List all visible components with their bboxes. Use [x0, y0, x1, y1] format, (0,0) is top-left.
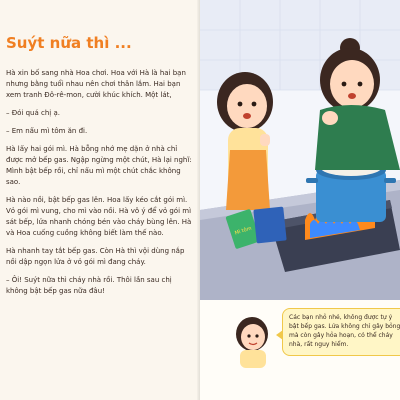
story-paragraph-5: Hà nào nồi, bật bếp gas lên. Hoa lấy kéo cắt gói mì. Vỏ gói mì vung, cho mì vào nồi. Hà vô ý để vỏ gói mì sát bếp, lửa nhanh chóng bén vào cháy bùng lên. Hà và Hoa cuống cuồng không biết làm thế nào.	[6, 196, 192, 237]
story-paragraph-3: – Em nấu mì tôm ăn đi.	[6, 127, 88, 135]
callout-text: Các bạn nhỏ nhé, không được tự ý bật bếp gas. Lửa không chỉ gây bỏng mà còn gây hỏa hoạn, có thể cháy nhà, rất nguy hiểm.	[289, 314, 400, 348]
story-paragraph-7: – Ôi! Suýt nữa thì cháy nhà rồi. Thôi lần sau chị không bật bếp gas nữa đâu!	[6, 276, 172, 295]
right-page	[200, 0, 400, 400]
safety-callout	[230, 308, 400, 368]
story-paragraph-6: Hà nhanh tay tắt bếp gas. Còn Hà thì vội dùng nắp nồi dập ngọn lửa ở vỏ gói mì đang cháy.	[6, 247, 185, 266]
story-paragraph-1: Hà xin bố sang nhà Hoa chơi. Hoa với Hà là hai bạn nhưng bằng tuổi nhau nên chơi thân lắm. Hai bạn xem tranh Đô-rê-mon, cười khúc khích. Một lát,	[6, 69, 186, 99]
callout-bubble	[282, 308, 400, 356]
narrator-girl-icon	[230, 314, 274, 368]
story-paragraph-4: Hà lấy hai gói mì. Hà bỗng nhớ mẹ dặn ở nhà chỉ được mở bếp gas. Ngập ngừng một chút, Hà lại nghĩ: Mình bật bếp rồi, chỉ nấu mì một chút chắc không sao.	[6, 145, 192, 186]
story-text	[6, 68, 194, 304]
noodle-packet-label: Mì tôm	[234, 225, 253, 237]
story-paragraph-2: – Đói quá chị ạ.	[6, 109, 60, 117]
kitchen-illustration	[200, 0, 400, 300]
story-title: Suýt nữa thì ...	[6, 34, 132, 52]
